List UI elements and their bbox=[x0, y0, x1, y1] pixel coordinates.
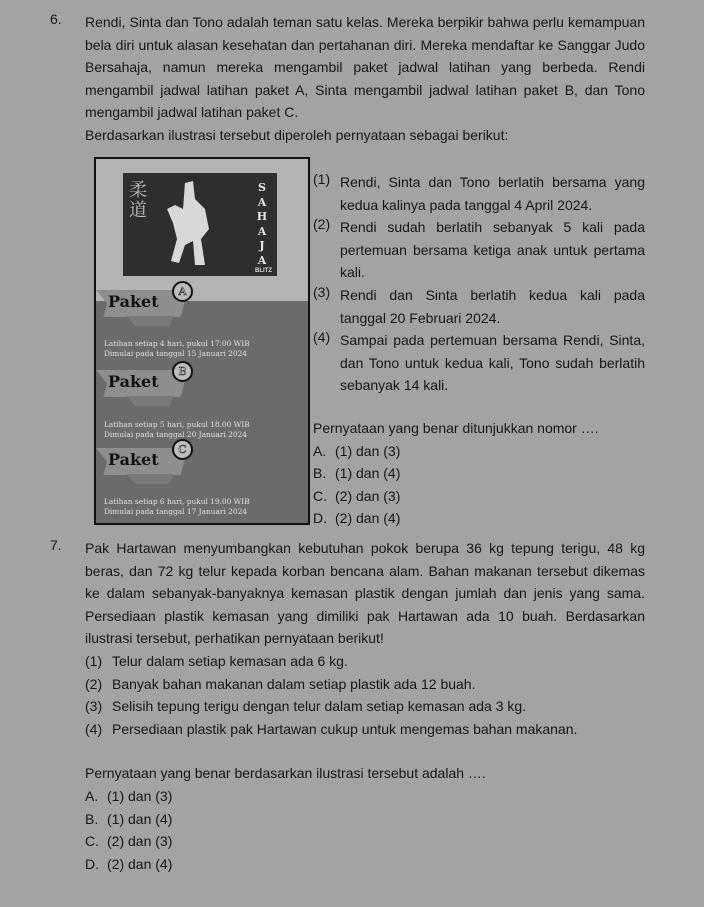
statement-number: (2) bbox=[85, 675, 103, 692]
package-schedule: Latihan setiap 6 hari, pukul 19.00 WIB bbox=[104, 497, 250, 506]
intro-line: beras, dan 72 kg telur kepada korban bencana alam. Bahan makanan tersebut dikemas bbox=[85, 562, 645, 579]
statement-line: kedua kalinya pada tanggal 4 April 2024. bbox=[340, 196, 593, 213]
option-key: C. bbox=[85, 833, 99, 850]
package-schedule: Latihan setiap 5 hari, pukul 18.00 WIB bbox=[104, 420, 250, 429]
option-text: (2) dan (3) bbox=[335, 487, 401, 504]
intro-line: ilustrasi tersebut, perhatikan pernyataan berikut! bbox=[85, 630, 384, 647]
statement-text: Banyak bahan makanan dalam setiap plastik ada 12 buah. bbox=[112, 675, 476, 692]
statement-line: kali. bbox=[340, 264, 365, 281]
statement-line: Rendi sudah berlatih sebanyak 5 kali pada bbox=[340, 219, 645, 236]
option-d[interactable] bbox=[313, 507, 645, 530]
intro-line: mengambil jadwal latihan paket A, Sinta mengambil jadwal latihan paket B, dan Tono bbox=[85, 81, 645, 98]
option-b[interactable] bbox=[85, 808, 645, 831]
option-key: D. bbox=[313, 510, 327, 527]
statement-number: (1) bbox=[85, 652, 103, 669]
brand-letter: H bbox=[256, 210, 268, 223]
ribbon-tail bbox=[126, 396, 174, 406]
question-number-6: 6. bbox=[50, 11, 62, 27]
brand-letter: J bbox=[259, 239, 265, 252]
option-key: B. bbox=[313, 465, 327, 482]
statement-number: (4) bbox=[313, 329, 331, 346]
package-c-ribbon bbox=[96, 443, 187, 480]
question-6-intro bbox=[85, 11, 645, 147]
statement-3 bbox=[85, 695, 645, 718]
package-schedule: Latihan setiap 4 hari, pukul 17.00 WIB bbox=[104, 339, 250, 348]
statement-number: (1) bbox=[313, 171, 331, 187]
statement-text: Telur dalam setiap kemasan ada 6 kg. bbox=[112, 652, 348, 669]
package-letter: A bbox=[172, 281, 193, 302]
statement-3 bbox=[313, 284, 645, 329]
brand-letter: S bbox=[258, 181, 266, 194]
intro-line: ke dalam sebanyak-banyaknya kemasan plastik dengan jumlah dan jenis yang sama. bbox=[85, 585, 645, 602]
option-c[interactable] bbox=[313, 485, 645, 508]
option-a[interactable] bbox=[85, 785, 645, 808]
brand-letter: A bbox=[257, 224, 267, 238]
ribbon-tail bbox=[126, 316, 174, 326]
option-text: (1) dan (4) bbox=[107, 810, 173, 827]
option-a[interactable] bbox=[313, 440, 645, 463]
statement-text: Selisih tepung terigu dengan telur dalam setiap kemasan ada 3 kg. bbox=[112, 698, 527, 715]
question-7-prompt: Pernyataan yang benar berdasarkan ilustrasi tersebut adalah …. bbox=[85, 765, 486, 782]
intro-line: Rendi, Sinta dan Tono adalah teman satu kelas. Mereka berpikir bahwa perlu kemampuan bbox=[85, 14, 645, 30]
intro-line: mengambil jadwal latihan paket C. bbox=[85, 104, 299, 121]
package-start: Dimulai pada tanggal 15 Januari 2024 bbox=[104, 349, 247, 358]
poster-brand bbox=[255, 181, 269, 268]
package-letter: B bbox=[172, 361, 193, 382]
brand-letter: A bbox=[257, 195, 267, 209]
intro-line: Bersahaja, namun mereka mengambil paket jadwal latihan yang berbeda. Rendi bbox=[85, 59, 645, 76]
statement-2 bbox=[313, 216, 645, 284]
option-d[interactable] bbox=[85, 853, 645, 876]
option-text: (1) dan (3) bbox=[107, 787, 173, 804]
intro-line: Pak Hartawan menyumbangkan kebutuhan pokok berupa 36 kg tepung terigu, 48 kg bbox=[85, 540, 645, 556]
option-text: (2) dan (4) bbox=[335, 510, 401, 527]
option-key: C. bbox=[313, 487, 327, 504]
statement-number: (4) bbox=[85, 720, 103, 737]
statement-number: (3) bbox=[313, 283, 331, 300]
statement-line: tanggal 20 Februari 2024. bbox=[340, 309, 501, 326]
judoka-figure-icon bbox=[165, 179, 215, 269]
statement-line: sebanyak 14 kali. bbox=[340, 377, 449, 394]
option-text: (2) dan (4) bbox=[107, 855, 173, 872]
poster-kanji: 柔道 bbox=[129, 180, 147, 221]
package-a-info bbox=[104, 339, 250, 359]
intro-lead: Berdasarkan ilustrasi tersebut diperoleh pernyataan sebagai berikut: bbox=[85, 126, 509, 143]
package-start: Dimulai pada tanggal 17 Januari 2024 bbox=[104, 507, 247, 516]
statement-2 bbox=[85, 673, 645, 696]
option-key: D. bbox=[85, 855, 99, 872]
option-text: (2) dan (3) bbox=[107, 833, 173, 850]
question-7 bbox=[85, 537, 645, 875]
option-key: B. bbox=[85, 810, 99, 827]
package-b-ribbon bbox=[96, 365, 187, 402]
intro-line: bela diri untuk alasan kesehatan dan pertahanan diri. Mereka mendaftar ke Sanggar Judo bbox=[85, 36, 645, 53]
statement-line: Sampai pada pertemuan bersama Rendi, Sinta, bbox=[340, 332, 645, 349]
option-c[interactable] bbox=[85, 830, 645, 853]
statement-text: Persediaan plastik pak Hartawan cukup untuk mengemas bahan makanan. bbox=[112, 720, 578, 737]
option-text: (1) dan (3) bbox=[335, 442, 401, 459]
statement-number: (3) bbox=[85, 698, 103, 715]
intro-line: Persediaan plastik kemasan yang dimiliki pak Hartawan ada 10 buah. Berdasarkan bbox=[85, 607, 645, 624]
statement-1 bbox=[313, 171, 645, 216]
option-text: (1) dan (4) bbox=[335, 465, 401, 482]
brand-letter: A bbox=[257, 253, 267, 267]
judo-poster bbox=[94, 157, 310, 525]
statement-line: Rendi dan Sinta berlatih kedua kali pada bbox=[340, 286, 645, 303]
option-key: A. bbox=[85, 787, 99, 804]
statement-1 bbox=[85, 650, 645, 673]
statement-4 bbox=[313, 329, 645, 397]
package-start: Dimulai pada tanggal 20 Januari 2024 bbox=[104, 430, 247, 439]
poster-brand-sub: BLITZ bbox=[255, 268, 272, 274]
package-a-ribbon bbox=[96, 285, 187, 322]
question-number-7: 7. bbox=[50, 537, 62, 553]
statement-4 bbox=[85, 718, 645, 741]
package-label: Paket bbox=[108, 450, 159, 469]
judo-photo bbox=[123, 173, 277, 276]
package-label: Paket bbox=[108, 372, 159, 391]
ribbon-tail bbox=[126, 474, 174, 484]
statement-number: (2) bbox=[313, 216, 331, 233]
package-label: Paket bbox=[108, 292, 159, 311]
option-key: A. bbox=[313, 442, 327, 459]
option-b[interactable] bbox=[313, 462, 645, 485]
statement-line: Rendi, Sinta dan Tono berlatih bersama yang bbox=[340, 174, 645, 190]
statement-line: dan Tono untuk kedua kali, Tono sudah berlatih bbox=[340, 354, 645, 371]
question-6-prompt: Pernyataan yang benar ditunjukkan nomor …. bbox=[313, 419, 599, 436]
package-c-info bbox=[104, 497, 250, 517]
statement-line: pertemuan bersama ketiga anak untuk pertama bbox=[340, 241, 645, 258]
package-b-info bbox=[104, 420, 250, 440]
question-6-statements bbox=[313, 171, 645, 530]
package-letter: C bbox=[172, 439, 193, 460]
